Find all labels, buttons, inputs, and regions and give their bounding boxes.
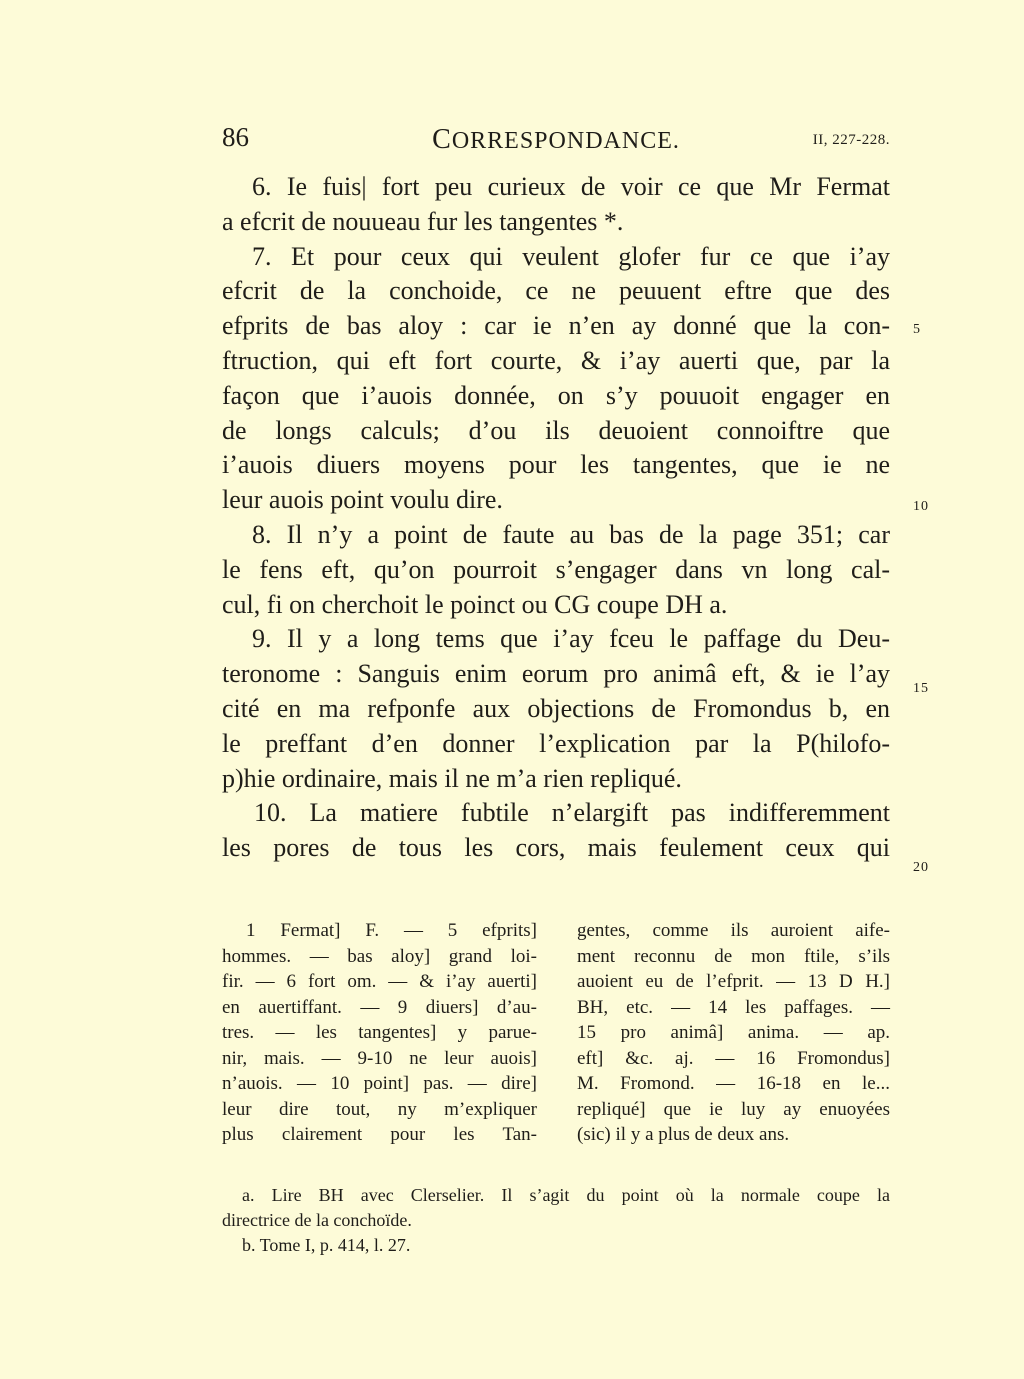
text-line: efprits de bas aloy : car ie n’en ay donné que la con- [222, 311, 890, 341]
variant-line: tres. — les tangentes] y parue- [222, 1022, 537, 1043]
text-line: le fens eft, qu’on pourroit s’engager dans vn long cal- [222, 554, 890, 584]
footnote-line: a. Lire BH avec Clerselier. Il s’agit du point où la normale coupe la [242, 1185, 890, 1205]
text-line: 7. Et pour ceux qui veulent glofer fur ce que i’ay [252, 241, 890, 271]
variant-line: 15 pro animâ] anima. — ap. [577, 1022, 890, 1043]
text-line: leur auois point voulu dire. [222, 485, 503, 515]
footnotes [222, 1183, 890, 1258]
variant-line: en auertiffant. — 9 diuers] d’au- [222, 996, 537, 1018]
variant-column-left [222, 918, 537, 1148]
variant-line: nir, mais. — 9-10 ne leur auois] [222, 1047, 537, 1069]
running-title [222, 124, 890, 156]
variant-line: auoient eu de l’efprit. — 13 D H.] [577, 971, 890, 992]
variant-line: M. Fromond. — 16-18 en le... [577, 1073, 890, 1094]
footnote-line: b. Tome I, p. 414, l. 27. [242, 1235, 411, 1255]
variant-line: hommes. — bas aloy] grand loi- [222, 945, 537, 967]
text-line: efcrit de la conchoide, ce ne peuuent eftre que des [222, 276, 890, 306]
text-line: ftruction, qui eft fort courte, & i’ay auerti que, par la [222, 345, 890, 375]
variant-line: repliqué] que ie luy ay enuoyées [577, 1098, 890, 1120]
page-reference: II, 227-228. [812, 132, 890, 148]
variant-line: gentes, comme ils auroient aife- [577, 920, 890, 941]
text-line: i’auois diuers moyens pour les tangentes, que ie ne [222, 450, 890, 480]
variant-line: n’auois. — 10 point] pas. — dire] [222, 1073, 537, 1094]
text-line: de longs calculs; d’ou ils deuoient connoiftre que [222, 415, 890, 445]
text-line: teronome : Sanguis enim eorum pro animâ eft, & ie l’ay [222, 659, 890, 689]
text-line: cité en ma refponfe aux objections de Fromondus b, en [222, 693, 890, 723]
text-line: le preffant d’en donner l’explication par la P(hilofo- [222, 728, 890, 758]
text-line: p)hie ordinaire, mais il ne m’a rien repliqué. [222, 763, 682, 793]
text-line: 8. Il n’y a point de faute au bas de la page 351; car [252, 519, 890, 549]
running-title-initial: C [432, 124, 452, 155]
text-line: 6. Ie fuis| fort peu curieux de voir ce que Mr Fermat [252, 172, 890, 201]
variant-line: leur dire tout, ny m’expliquer [222, 1098, 537, 1120]
margin-line-number: 20 [913, 860, 929, 875]
variant-line: ment reconnu de mon ftile, s’ils [577, 945, 890, 967]
page-number: 86 [222, 122, 249, 152]
variant-readings [222, 918, 890, 1158]
variant-line: eft] &c. aj. — 16 Fromondus] [577, 1047, 890, 1069]
text-line: les pores de tous les cors, mais feulement ceux qui [222, 833, 890, 863]
variant-column-right [577, 918, 890, 1148]
variant-line: (sic) il y a plus de deux ans. [577, 1124, 790, 1145]
margin-line-number: 5 [913, 322, 921, 337]
variant-line: fir. — 6 fort om. — & i’ay auerti] [222, 971, 537, 992]
text-line: cul, fi on cherchoit le poinct ou CG coupe DH a. [222, 589, 728, 619]
text-line: 9. Il y a long tems que i’ay fceu le paffage du Deu- [252, 624, 890, 654]
footnote-line: directrice de la conchoïde. [222, 1210, 412, 1230]
text-line: 10. La matiere fubtile n’elargift pas indifferemment [254, 798, 890, 828]
margin-line-number: 15 [913, 681, 929, 696]
page-header [222, 122, 890, 162]
letter-body [222, 170, 890, 866]
variant-line: 1 Fermat] F. — 5 efprits] [246, 920, 537, 941]
margin-line-number: 10 [913, 499, 929, 514]
running-title-rest: ORRESPONDANCE. [451, 128, 680, 154]
text-line: a efcrit de nouueau fur les tangentes *. [222, 206, 624, 236]
text-line: façon que i’auois donnée, on s’y pouuoit engager en [222, 380, 890, 410]
variant-line: plus clairement pour les Tan- [222, 1124, 537, 1145]
variant-line: BH, etc. — 14 les paffages. — [577, 996, 890, 1018]
